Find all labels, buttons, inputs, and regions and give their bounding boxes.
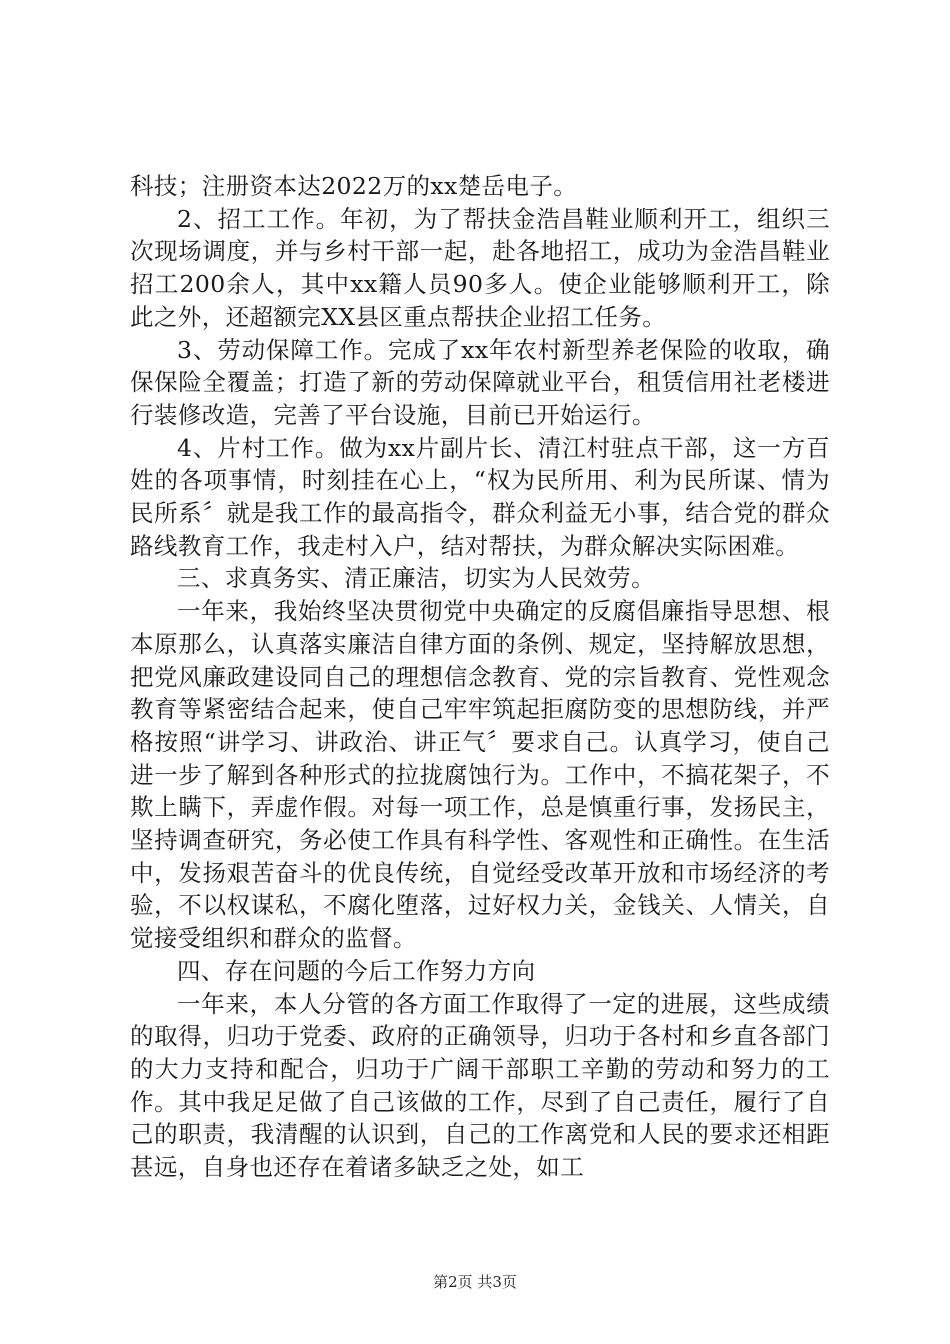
section-heading-3: 三、求真务实、清正廉洁，切实为人民效劳。 [177, 564, 655, 593]
paragraph-village-work: 4、片村工作。做为xx片副片长、清江村驻点干部，这一方百姓的各项事情，时刻挂在心上，“权为民所用、利为民所谋、情为民所系〞就是我工作的最高指令，群众利益无小事，结合党的群众路线教育工作，我走村入户，结对帮扶，为群众解决实际困难。 [130, 433, 830, 560]
section-heading-4: 四、存在问题的今后工作努力方向 [177, 956, 536, 985]
paragraph-problems: 一年来，本人分管的各方面工作取得了一定的进展，这些成绩的取得，归功于党委、政府的正确领导，归功于各村和乡直各部门的大力支持和配合，归功于广阔干部职工辛勤的劳动和努力的工作。其中我足足做了自己该做的工作，尽到了自己责任，履行了自己的职责，我清醒的认识到，自己的工作离党和人民的要求还相距甚远，自身也还存在着诸多缺乏之处，如工 [130, 989, 830, 1182]
document-body [130, 170, 830, 1184]
paragraph-labor-security: 3、劳动保障工作。完成了xx年农村新型养老保险的收取，确保保险全覆盖；打造了新的劳动保障就业平台，租赁信用社老楼进行装修改造，完善了平台设施，目前已开始运行。 [130, 335, 830, 429]
paragraph-recruitment: 2、招工工作。年初，为了帮扶金浩昌鞋业顺利开工，组织三次现场调度，并与乡村干部一起，赴各地招工，成功为金浩昌鞋业招工200余人，其中xx籍人员90多人。使企业能够顺利开工，除此之外，还超额完XX县区重点帮扶企业招工任务。 [130, 204, 830, 331]
paragraph-integrity: 一年来，我始终坚决贯彻党中央确定的反腐倡廉指导思想、根本原那么，认真落实廉洁自律方面的条例、规定，坚持解放思想，把党风廉政建设同自己的理想信念教育、党的宗旨教育、党性观念教育等紧密结合起来，使自己牢牢筑起拒腐防变的思想防线，并严格按照“讲学习、讲政治、讲正气〞要求自己。认真学习，使自己进一步了解到各种形式的拉拢腐蚀行为。工作中，不搞花架子，不欺上瞒下，弄虚作假。对每一项工作，总是慎重行事，发扬民主，坚持调查研究，务必使工作具有科学性、客观性和正确性。在生活中，发扬艰苦奋斗的优良传统，自觉经受改革开放和市场经济的考验，不以权谋私，不腐化堕落，过好权力关，金钱关、人情关，自觉接受组织和群众的监督。 [130, 597, 830, 953]
page-number-footer: 第2页 共3页 [433, 1273, 517, 1291]
paragraph-continuation: 科技；注册资本达2022万的xx楚岳电子。 [130, 172, 578, 200]
